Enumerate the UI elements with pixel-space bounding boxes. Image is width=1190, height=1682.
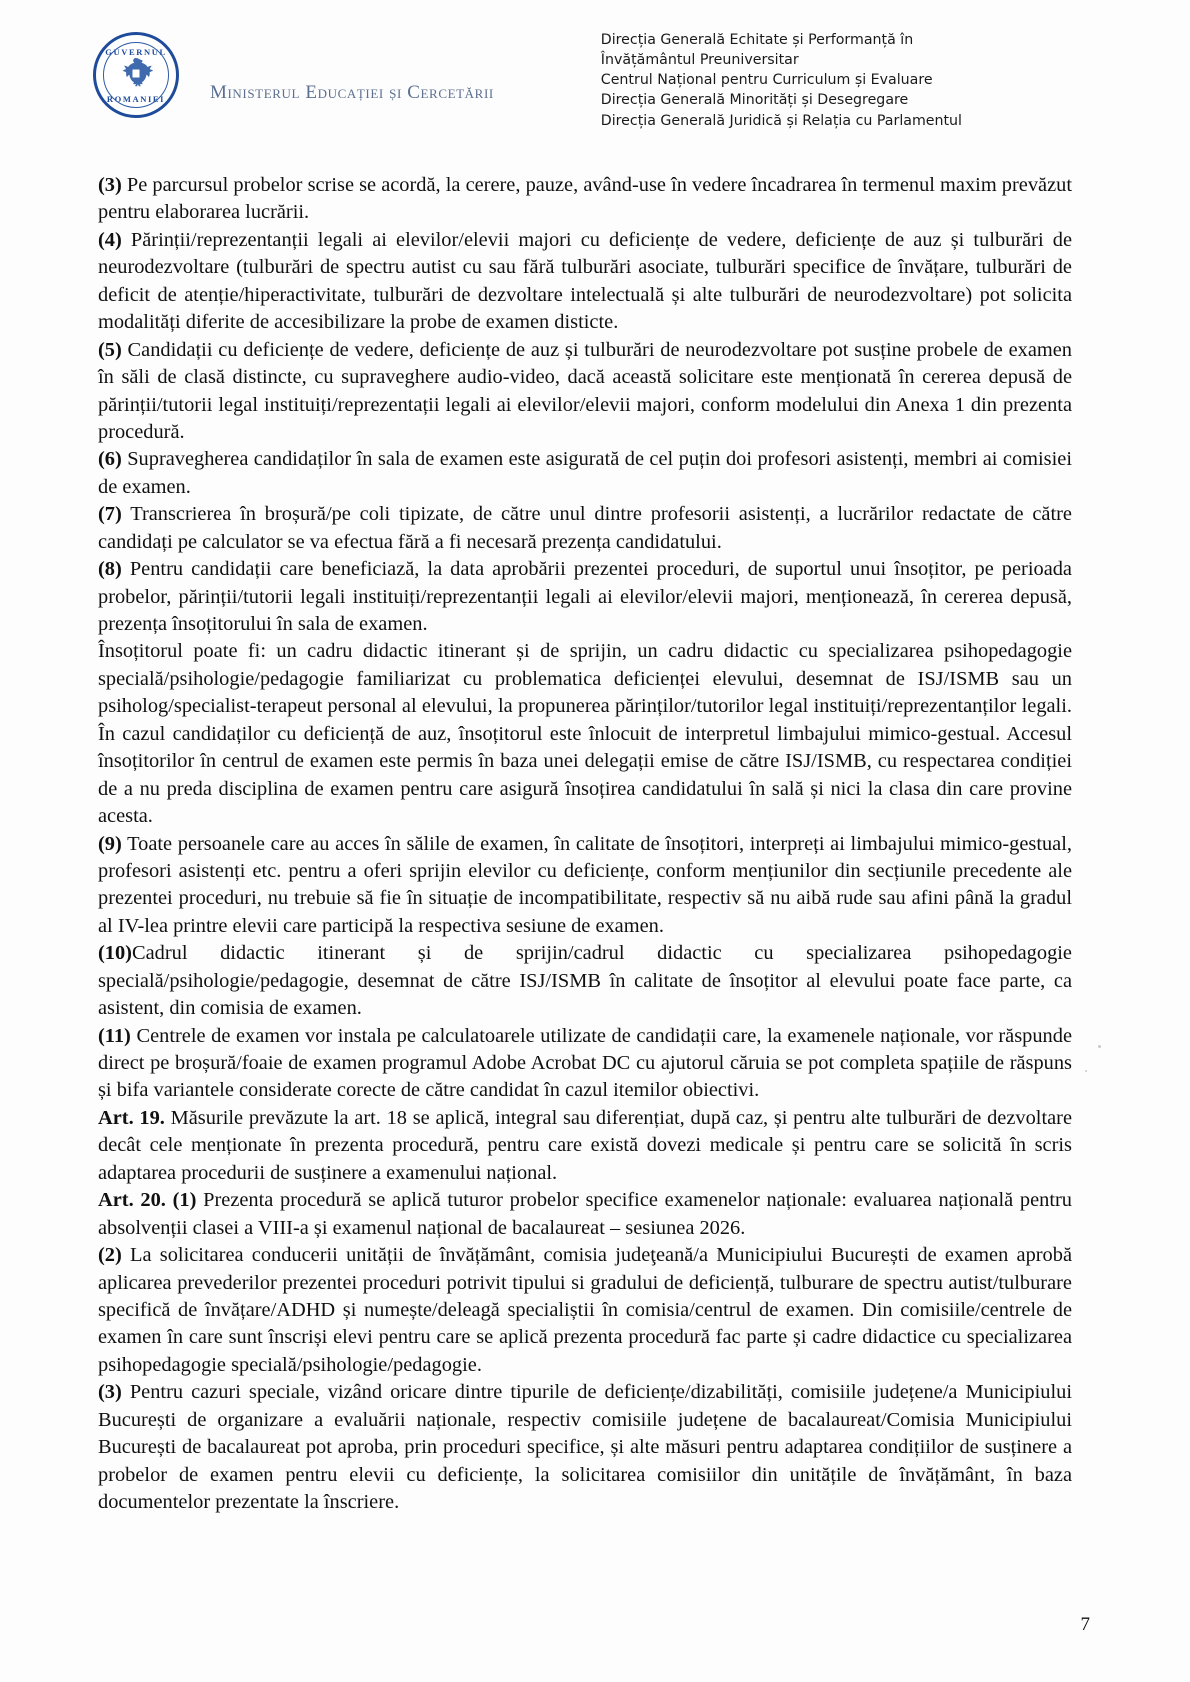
paragraph-text: La solicitarea conducerii unității de învățământ, comisia judeţeană/a Municipiului București de examen aprobă aplicarea prevederilor prezentei proceduri potrivit tipului si gradului de deficiență, tulburare de spectru autist/tulburare specifică de învățare/ADHD și numește/deleagă specialiștii în comisia/centrul de examen. Din comisiile/centrele de examen în care sunt înscriși elevi pentru care se aplică prezenta procedură fac parte și cadre didactice cu specializarea psihopedagogie specială/psihologie/pedagogie. <box>98 1244 1072 1376</box>
document-body <box>0 142 1190 1516</box>
directorate-list <box>601 24 1130 131</box>
paragraph-marker: (6) <box>98 448 122 471</box>
paragraph-marker: (8) <box>98 558 122 581</box>
paragraph-marker: (9) <box>98 832 122 855</box>
paragraph-10 <box>98 940 1072 1022</box>
paragraph-marker: (10) <box>98 942 132 965</box>
paragraph-marker: (11) <box>98 1024 131 1047</box>
article-20-paragraph-3 <box>98 1379 1072 1516</box>
article-20-paragraph-2 <box>98 1242 1072 1379</box>
article-marker: Art. 19. <box>98 1106 165 1129</box>
article-19 <box>98 1105 1072 1187</box>
paragraph-5 <box>98 337 1072 447</box>
paragraph-text: Pe parcursul probelor scrise se acordă, la cerere, pauze, având-use în vedere încadrarea în termenul maxim prevăzut pentru elaborarea lucrării. <box>98 174 1072 224</box>
directorate-line: Direcția Generală Minorități și Desegregare <box>600 92 909 109</box>
paragraph-11 <box>98 1023 1072 1105</box>
emblem-text <box>96 35 176 115</box>
paragraph-4 <box>98 227 1072 337</box>
paragraph-text: Măsurile prevăzute la art. 18 se aplică, integral sau diferențiat, după caz, și pentru alte tulburări de dezvoltare decât cele menționate în prezenta procedură, pentru care există dovezi medicale și pentru care se solicită în scris adaptarea procedurii de susținere a examenului național. <box>98 1106 1072 1184</box>
paragraph-text: Toate persoanele care au acces în sălile de examen, în calitate de însoțitori, interpreți ai limbajului mimico-gestual, profesori asistenți etc. pentru a oferi sprijin elevilor cu deficiențe, conform mențiunilor din secțiunile precedente ale prezentei proceduri, nu trebuie să fie în situație de incompatibilitate, respectiv să nu aibă rude sau afini până la gradul al IV-lea printre elevii care participă la respectiva sesiune de examen. <box>98 832 1072 937</box>
directorate-line: Învățământul Preuniversitar <box>600 52 799 69</box>
article-marker: Art. 20. (1) <box>98 1189 197 1212</box>
ministry-title: Ministerul Educației și Cercetării <box>210 82 494 103</box>
paragraph-9 <box>98 831 1072 941</box>
paragraph-insotitor <box>98 638 1072 830</box>
paragraph-text: Pentru candidații care beneficiază, la data aprobării prezentei proceduri, de suportul unui însoțitor, pe perioada probelor, părinții/tutorii legali instituiți/reprezentanții legali ai elevilor/elevii majori, menționează, în cererea depusă, prezența însoțitorului în sala de examen. <box>98 558 1072 635</box>
paragraph-text: Prezenta procedură se aplică tuturor probelor specifice examenelor naționale: evaluarea națională pentru absolvenții clasei a VIII-a și examenul național de bacalaureat – sesiunea 2026. <box>98 1189 1073 1239</box>
paragraph-text: Supravegherea candidaților în sala de examen este asigurată de cel puțin doi profesori asistenți, membri ai comisiei de examen. <box>98 448 1072 498</box>
paragraph-marker: (3) <box>98 174 122 196</box>
paragraph-text: Centrele de examen vor instala pe calculatoarele utilizate de candidații care, la examenele naționale, vor răspunde direct pe broșură/foaie de examen programul Adobe Acrobat DC cu ajutorul căruia se pot completa spațiile de răspuns și bifa variantele considerate corecte de către candidat în cazul itemilor obiectivi. <box>98 1024 1072 1102</box>
article-20-paragraph-1 <box>98 1187 1072 1242</box>
page-number: 7 <box>1080 1614 1090 1635</box>
emblem-container <box>88 24 184 118</box>
paragraph-marker: (3) <box>98 1381 122 1404</box>
paragraph-text: Cadrul didactic itinerant și de sprijin/cadrul didactic cu specializarea psihopedagogie specială/psihologie/pedagogie, desemnat de către ISJ/ISMB în calitate de însoțitor al elevului poate face parte, ca asistent, din comisia de examen. <box>98 942 1072 1020</box>
emblem-top-text: GUVERNUL <box>105 47 167 57</box>
romania-coat-of-arms-seal-icon <box>93 32 179 118</box>
paragraph-text: Candidații cu deficiențe de vedere, deficiențe de auz și tulburări de neurodezvoltare pot susține probele de examen în săli de clasă distincte, cu supraveghere audio-video, dacă această solicitare este menționată în cererea depusă de părinții/tutorii legal instituiți/reprezentații legali ai elevilor/elevii majori, conform modelului din Anexa 1 din prezenta procedură. <box>98 338 1072 443</box>
paragraph-6 <box>98 446 1072 501</box>
paragraph-3 <box>98 172 1072 227</box>
emblem-bottom-text: ROMANIEI <box>106 94 166 104</box>
paragraph-8 <box>98 556 1072 638</box>
directorate-line: Direcția Generală Echitate și Performanță în <box>600 32 914 48</box>
eagle-icon <box>119 56 153 94</box>
page-header <box>0 0 1190 142</box>
paragraph-marker: (5) <box>98 338 122 361</box>
paragraph-marker: (4) <box>98 228 122 251</box>
paragraph-text: Transcrierea în broșură/pe coli tipizate, de către unul dintre profesorii asistenți, a lucrărilor redactate de către candidați pe calculator se va efectua fără a fi necesară prezența candidatului. <box>98 503 1072 553</box>
paragraph-marker: (7) <box>98 503 122 526</box>
paragraph-text: Însoțitorul poate fi: un cadru didactic itinerant și de sprijin, un cadru didactic cu specializarea psihopedagogie specială/psihologie/pedagogie familiarizat cu problematica deficienței elevului, desemnat de ISJ/ISMB sau un psiholog/specialist-terapeut personal al elevului, la propunerea părinților/tutorilor legal instituiți/reprezentanților legali. În cazul candidaților cu deficiență de auz, însoțitorul este înlocuit de interpretul limbajului mimico-gestual. Accesul însoțitorilor în centrul de examen este permis în baza unei delegații emise de către ISJ/ISMB, cu respectarea condiției de a nu preda disciplina de examen pentru care asigură însoțirea candidatului în sală și nici la clasa din care provine acesta. <box>98 640 1072 828</box>
directorate-line: Direcția Generală Juridică și Relația cu Parlamentul <box>600 112 962 129</box>
paragraph-7 <box>98 501 1072 556</box>
paragraph-marker: (2) <box>98 1244 122 1267</box>
paragraph-text: Pentru cazuri speciale, vizând oricare dintre tipurile de deficiențe/dizabilități, comisiile județene/a Municipiului București de organizare a evaluării naționale, respectiv comisiile județene de bacalaureat/Comisia Municipiului București de bacalaureat pot aproba, prin proceduri specifice, și alte măsuri pentru adaptarea condițiilor de susținere a probelor de examen pentru elevii cu deficiențe, la solicitarea comisiilor din unitățile de învățământ, în baza documentelor prezentate la înscriere. <box>98 1381 1072 1513</box>
paragraph-text: Părinții/reprezentanții legali ai elevilor/elevii majori cu deficiențe de vedere, deficiențe de auz și tulburări de neurodezvoltare (tulburări de spectru autist cu sau fără tulburări asociate, tulburări specifice de învățare, tulburări de deficit de atenție/hiperactivitate, tulburări de dezvoltare intelectuală și alte tulburări de neurodezvoltare) pot solicita modalități diferite de accesibilizare la probe de examen disticte. <box>98 228 1072 334</box>
directorate-line: Centrul Național pentru Curriculum și Evaluare <box>600 72 933 89</box>
